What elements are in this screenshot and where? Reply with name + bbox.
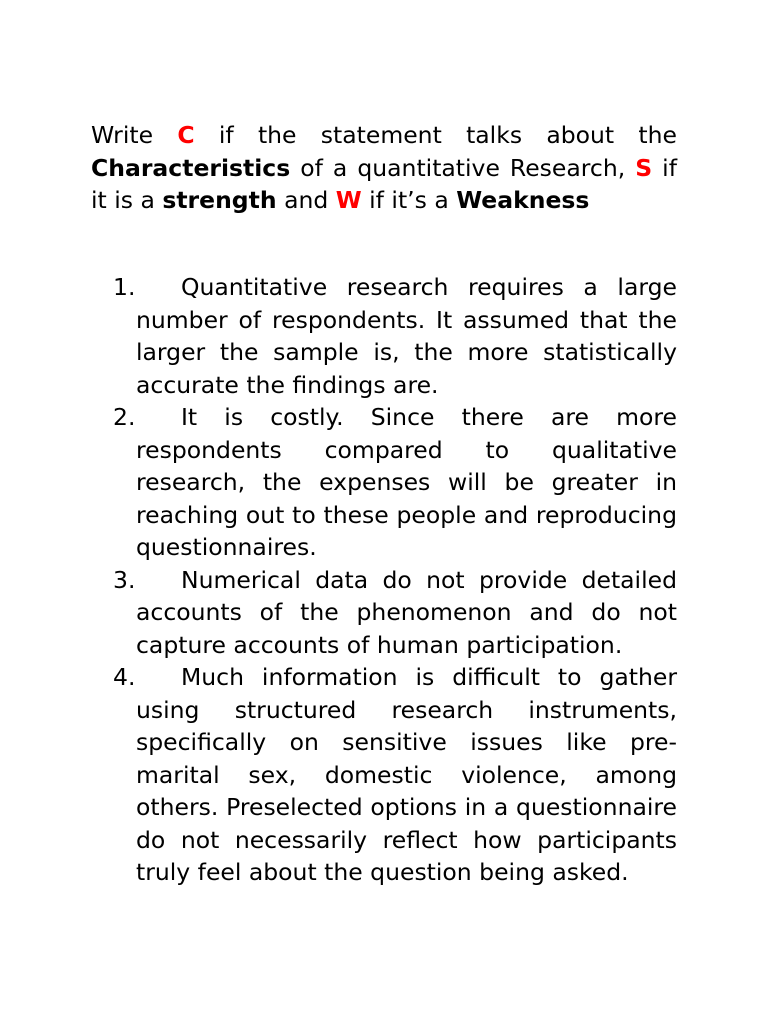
characteristics-term: Characteristics: [91, 153, 291, 182]
strength-term: strength: [162, 186, 277, 214]
instructions-paragraph: [91, 119, 677, 217]
list-item: [91, 401, 677, 564]
weakness-term: Weakness: [456, 186, 590, 214]
item-text: Much information is difficult to gather using structured research instruments, specifically on sensitive issues like pre-marital sex, domestic violence, among others. Preselected options in a questionnaire do not necessarily reflect how participants truly feel about the question being asked.: [136, 663, 677, 886]
instructions-write: Write: [91, 121, 178, 149]
item-number: 2.: [113, 403, 136, 431]
letter-c: C: [177, 121, 195, 149]
instructions-segment-4: and: [276, 186, 336, 214]
instructions-segment-1: if the statement talks about the: [194, 121, 677, 149]
letter-w: W: [335, 186, 362, 214]
instructions-segment-3: if it is a: [91, 153, 677, 214]
instructions-segment-5: if it’s a: [361, 186, 457, 214]
letter-s: S: [635, 153, 653, 182]
item-number: 3.: [113, 565, 136, 594]
list-item: [91, 564, 677, 662]
item-text: Quantitative research requires a large number of respondents. It assumed that the larger the sample is, the more statistically accurate the findings are.: [136, 273, 677, 399]
list-item: [91, 661, 677, 889]
item-number: 1.: [113, 273, 136, 301]
statement-list: [91, 271, 677, 889]
list-item: [91, 271, 677, 401]
instructions-segment-2: of a quantitative Research,: [290, 153, 636, 182]
item-number: 4.: [113, 663, 136, 691]
item-text: It is costly. Since there are more respondents compared to qualitative research, the expenses will be greater in reaching out to these people and reproducing questionnaires.: [136, 403, 677, 561]
item-text: Numerical data do not provide detailed accounts of the phenomenon and do not capture accounts of human participation.: [136, 565, 677, 659]
